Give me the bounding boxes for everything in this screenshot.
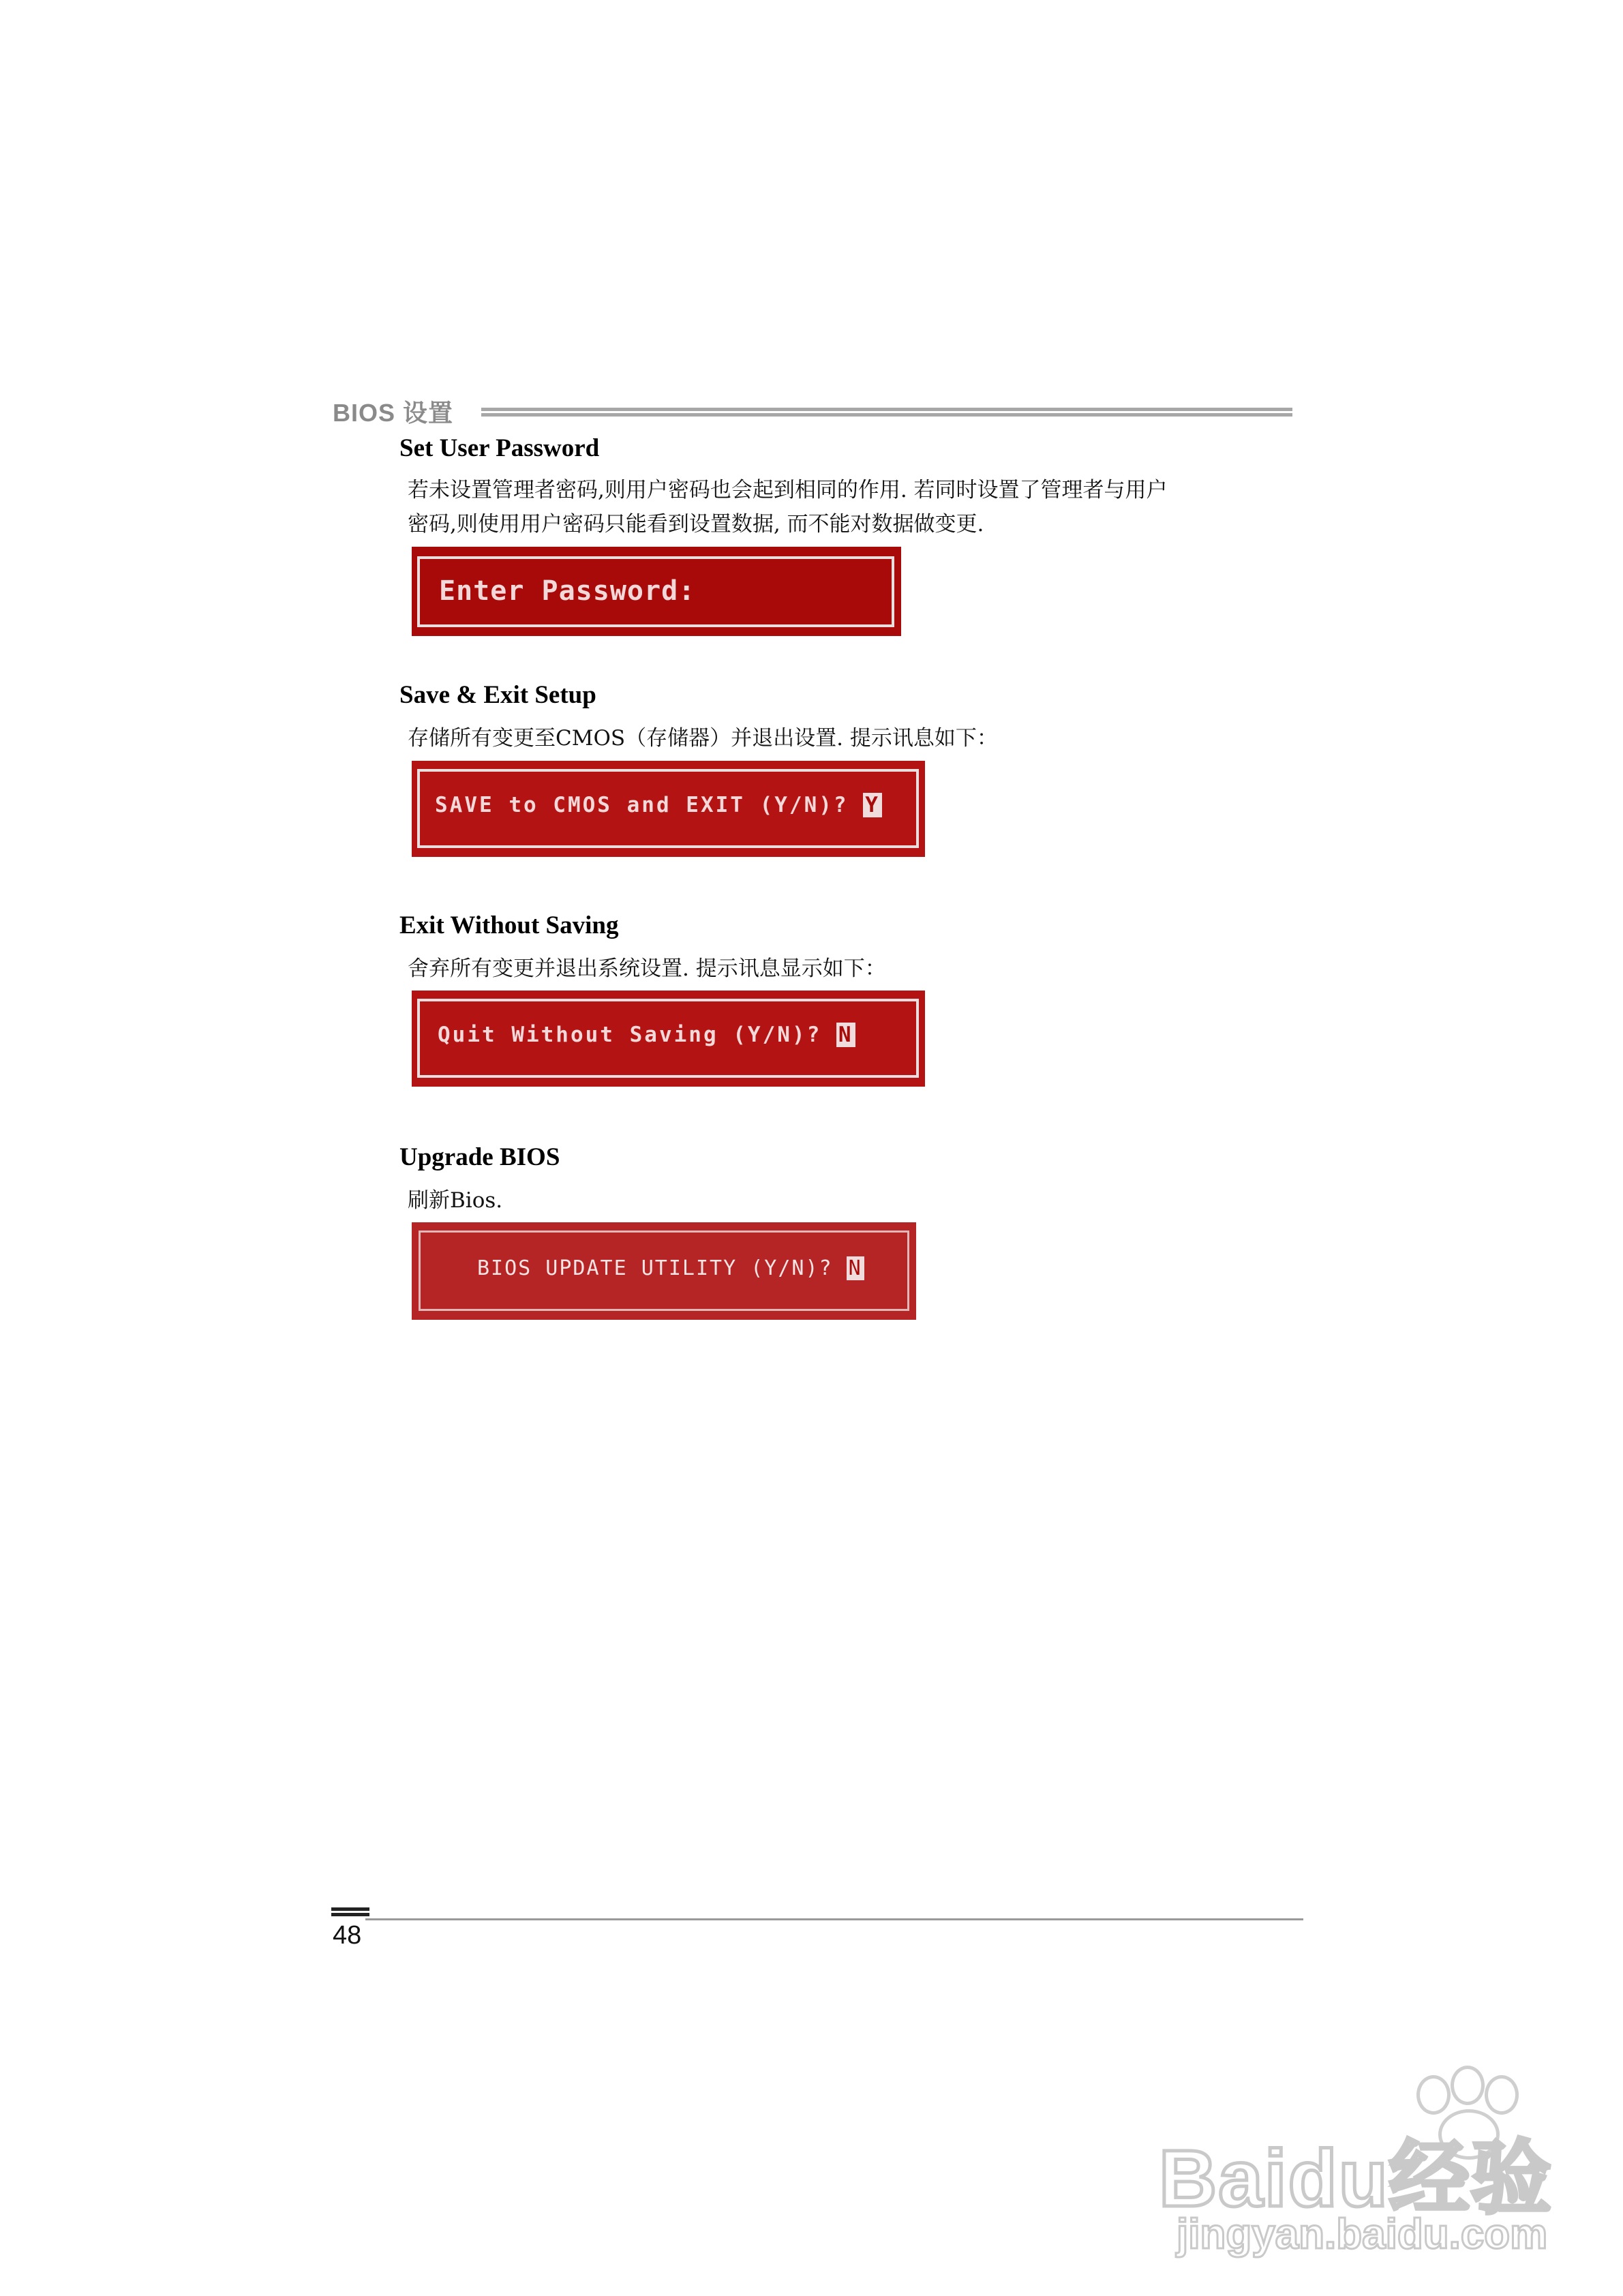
watermark-logo: Baidu经验 xyxy=(1159,2134,1553,2224)
bios-update-dialog xyxy=(412,1222,916,1320)
quit-without-saving-dialog xyxy=(412,991,925,1087)
footer-marks xyxy=(331,1907,369,1918)
section-desc-line: 密码,则使用用户密码只能看到设置数据, 而不能对数据做变更. xyxy=(408,512,984,537)
paw-icon xyxy=(1485,2075,1519,2115)
dialog-cursor: Y xyxy=(863,793,882,817)
dialog-prompt: SAVE to CMOS and EXIT (Y/N)? xyxy=(435,793,864,817)
footer-rule xyxy=(365,1918,1303,1920)
dialog-cursor: N xyxy=(836,1023,855,1047)
dialog-message xyxy=(477,1256,864,1280)
section-title-set-user-password: Set User Password xyxy=(399,434,600,462)
section-title-exit-without-saving: Exit Without Saving xyxy=(399,911,619,939)
section-desc-line: 存储所有变更至CMOS（存储器）并退出设置. 提示讯息如下： xyxy=(408,726,998,751)
section-desc-line: 刷新Bios. xyxy=(408,1188,503,1213)
chapter-header: BIOS 设置 xyxy=(333,399,454,427)
paw-icon xyxy=(1416,2075,1451,2115)
section-title-upgrade-bios: Upgrade BIOS xyxy=(399,1143,560,1171)
page-number: 48 xyxy=(333,1921,362,1950)
dialog-cursor: N xyxy=(847,1256,864,1280)
dialog-message xyxy=(435,793,882,817)
section-title-save-exit: Save & Exit Setup xyxy=(399,681,596,709)
baidu-watermark xyxy=(1159,2066,1553,2270)
watermark-url: jingyan.baidu.com xyxy=(1177,2211,1548,2258)
dialog-prompt: BIOS UPDATE UTILITY (Y/N)? xyxy=(477,1256,847,1280)
save-exit-dialog xyxy=(412,761,925,857)
dialog-prompt: Quit Without Saving (Y/N)? xyxy=(438,1023,836,1047)
section-desc-line: 若未设置管理者密码,则用户密码也会起到相同的作用. 若同时设置了管理者与用户 xyxy=(408,478,1168,502)
dialog-message xyxy=(438,1023,855,1047)
dialog-message: Enter Password: xyxy=(439,575,696,607)
enter-password-dialog xyxy=(412,547,901,636)
paw-icon xyxy=(1451,2066,1485,2105)
section-desc-line: 舍弃所有变更并退出系统设置. 提示讯息显示如下： xyxy=(408,956,886,981)
header-rule xyxy=(481,408,1292,421)
